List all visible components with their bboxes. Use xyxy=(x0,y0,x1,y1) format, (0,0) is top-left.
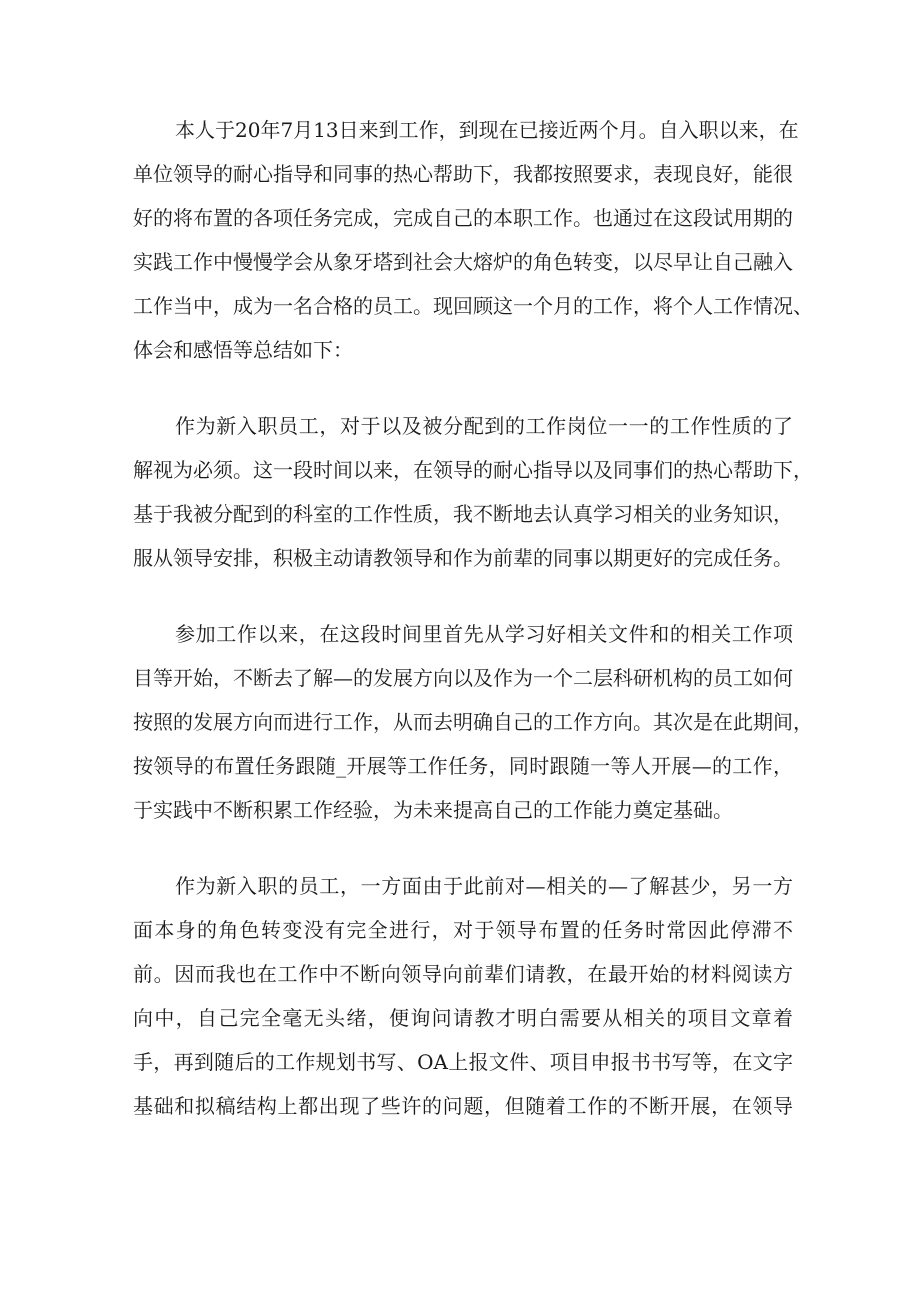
text-line: 向中，自己完全毫无头绪，便询问请教才明白需要从相关的项目文章着 xyxy=(133,1006,793,1030)
text-line: 作为新入职的员工，一方面由于此前对—相关的—了解甚少，另一方 xyxy=(175,874,793,898)
text-line: 参加工作以来，在这段时间里首先从学习好相关文件和的相关工作项 xyxy=(175,622,793,646)
text-line: 体会和感悟等总结如下： xyxy=(133,338,353,362)
text-line: 面本身的角色转变没有完全进行，对于领导布置的任务时常因此停滞不 xyxy=(133,918,793,942)
text-line: 实践工作中慢慢学会从象牙塔到社会大熔炉的角色转变，以尽早让自己融入 xyxy=(133,250,793,274)
text-line: 前。因而我也在工作中不断向领导向前辈们请教，在最开始的材料阅读方 xyxy=(133,962,793,986)
text-line: 于实践中不断积累工作经验，为未来提高自己的工作能力奠定基础。 xyxy=(133,798,733,822)
text-line: 工作当中，成为一名合格的员工。现回顾这一个月的工作，将个人工作情况、 xyxy=(133,294,813,318)
paragraph-3 xyxy=(133,612,813,832)
text-line: 手，再到随后的工作规划书写、OA上报文件、项目申报书书写等，在文字 xyxy=(133,1050,793,1074)
text-line: 按照的发展方向而进行工作，从而去明确自己的工作方向。其次是在此期间， xyxy=(133,710,813,734)
text-line: 目等开始，不断去了解—的发展方向以及作为一个二层科研机构的员工如何 xyxy=(133,666,793,690)
text-line: 服从领导安排，积极主动请教领导和作为前辈的同事以期更好的完成任务。 xyxy=(133,546,793,570)
text-line: 单位领导的耐心指导和同事的热心帮助下，我都按照要求，表现良好，能很 xyxy=(133,162,793,186)
text-line: 按领导的布置任务跟随_开展等工作任务，同时跟随一等人开展—的工作， xyxy=(133,754,793,778)
paragraph-2 xyxy=(133,404,813,580)
text-line: 本人于20年7月13日来到工作，到现在已接近两个月。自入职以来，在 xyxy=(175,118,799,142)
document-body xyxy=(133,108,813,1160)
text-line: 好的将布置的各项任务完成，完成自己的本职工作。也通过在这段试用期的 xyxy=(133,206,793,230)
paragraph-4 xyxy=(133,864,793,1128)
text-line: 基于我被分配到的科室的工作性质，我不断地去认真学习相关的业务知识， xyxy=(133,502,793,526)
text-line: 解视为必须。这一段时间以来，在领导的耐心指导以及同事们的热心帮助下， xyxy=(133,458,813,482)
text-line: 基础和拟稿结构上都出现了些许的问题，但随着工作的不断开展，在领导 xyxy=(133,1094,793,1118)
paragraph-1 xyxy=(133,108,813,372)
text-line: 作为新入职员工，对于以及被分配到的工作岗位一一的工作性质的了 xyxy=(175,414,793,438)
